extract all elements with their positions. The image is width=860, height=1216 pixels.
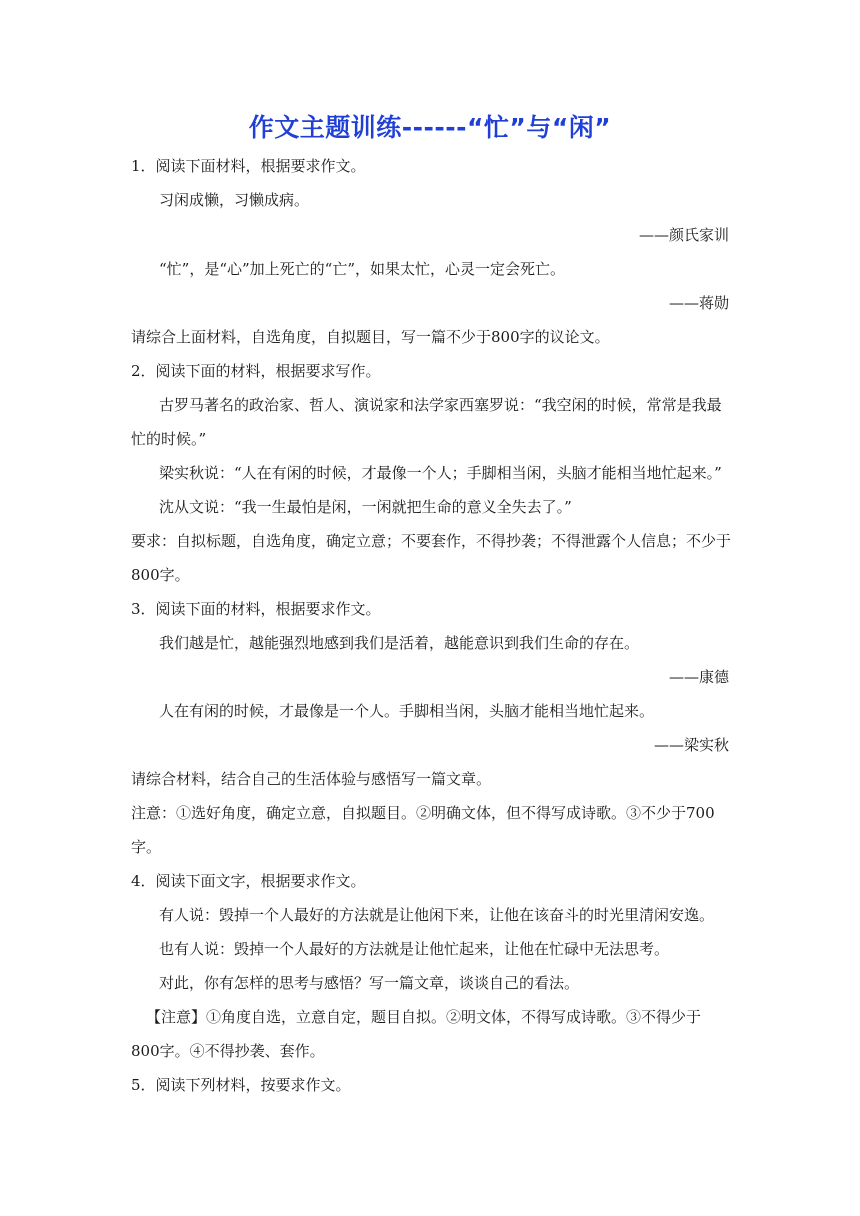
question-4-heading: 4．阅读下面文字，根据要求作文。 bbox=[131, 872, 366, 890]
question-3-quote-2: 人在有闲的时候，才最像是一个人。手脚相当闲，头脑才能相当地忙起来。 bbox=[159, 702, 655, 720]
question-1-quote-2: “忙”，是“心”加上死亡的“亡”，如果太忙，心灵一定会死亡。 bbox=[159, 260, 566, 278]
question-3-source-2: ——梁实秋 bbox=[653, 736, 729, 754]
question-3-note-line-1: 注意：①选好角度，确定立意，自拟题目。②明确文体，但不得写成诗歌。③不少于700 bbox=[131, 804, 715, 822]
question-2-heading: 2．阅读下面的材料，根据要求写作。 bbox=[131, 362, 381, 380]
page-title: 作文主题训练------“忙”与“闲” bbox=[248, 113, 612, 142]
question-2-paragraph-2: 梁实秋说：“人在有闲的时候，才最像一个人；手脚相当闲，头脑才能相当地忙起来。” bbox=[159, 464, 722, 482]
question-3-quote-1: 我们越是忙，越能强烈地感到我们是活着，越能意识到我们生命的存在。 bbox=[159, 634, 640, 652]
question-4-paragraph-3: 对此，你有怎样的思考与感悟？写一篇文章，谈谈自己的看法。 bbox=[159, 974, 580, 992]
question-3-note-line-2: 字。 bbox=[131, 838, 162, 856]
question-4-paragraph-2: 也有人说：毁掉一个人最好的方法就是让他忙起来，让他在忙碌中无法思考。 bbox=[159, 940, 670, 958]
question-2-paragraph-1-line-1: 古罗马著名的政治家、哲人、演说家和法学家西塞罗说：“我空闲的时候，常常是我最 bbox=[159, 396, 722, 414]
question-1-heading: 1．阅读下面材料，根据要求作文。 bbox=[131, 157, 366, 175]
question-1-source-1: ——颜氏家训 bbox=[638, 226, 729, 244]
question-2-paragraph-3: 沈从文说：“我一生最怕是闲，一闲就把生命的意义全失去了。” bbox=[159, 498, 572, 516]
question-4-note-line-1: 【注意】①角度自选，立意自定，题目自拟。②明文体，不得写成诗歌。③不得少于 bbox=[146, 1008, 702, 1026]
question-1-requirement: 请综合上面材料，自选角度，自拟题目，写一篇不少于800字的议论文。 bbox=[131, 328, 610, 346]
question-4-note-line-2: 800字。④不得抄袭、套作。 bbox=[131, 1042, 325, 1060]
question-5-heading: 5．阅读下列材料，按要求作文。 bbox=[131, 1076, 351, 1094]
question-3-heading: 3．阅读下面的材料，根据要求作文。 bbox=[131, 600, 381, 618]
question-3-requirement: 请综合材料，结合自己的生活体验与感悟写一篇文章。 bbox=[131, 770, 492, 788]
question-2-paragraph-1-line-2: 忙的时候。” bbox=[131, 430, 207, 448]
question-2-requirement-line-2: 800字。 bbox=[131, 566, 190, 584]
question-1-source-2: ——蒋勋 bbox=[668, 294, 729, 312]
question-3-source-1: ——康德 bbox=[668, 668, 729, 686]
question-2-requirement-line-1: 要求：自拟标题，自选角度，确定立意；不要套作，不得抄袭；不得泄露个人信息；不少于 bbox=[131, 532, 732, 550]
question-4-paragraph-1: 有人说：毁掉一个人最好的方法就是让他闲下来，让他在该奋斗的时光里清闲安逸。 bbox=[159, 906, 715, 924]
question-1-quote-1: 习闲成懒，习懒成病。 bbox=[159, 191, 310, 209]
